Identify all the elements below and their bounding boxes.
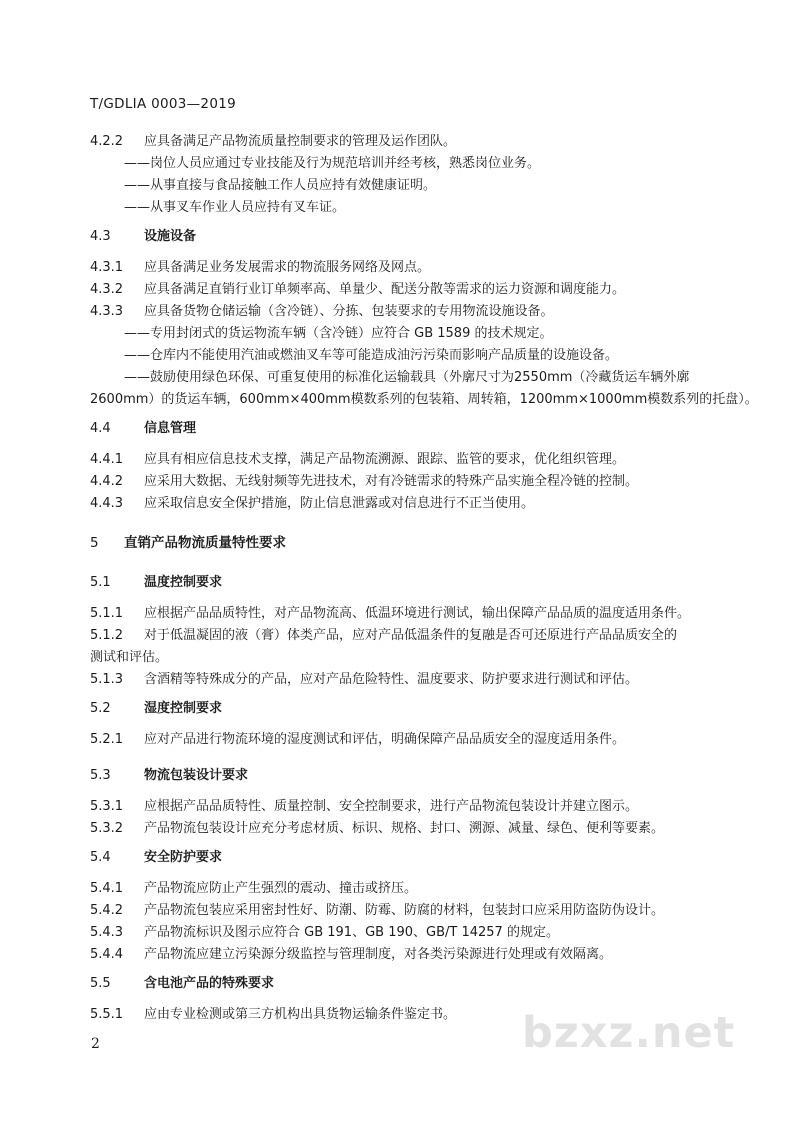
chapter-title: 直销产品物流质量特性要求 <box>124 535 286 551</box>
section-title: 安全防护要求 <box>144 850 223 865</box>
clause-text: 测试和评估。 <box>90 650 169 665</box>
clause-number: 5.4.1 <box>90 881 124 896</box>
clause-number: 5.5.1 <box>90 1007 124 1022</box>
clause-number: 4.3.3 <box>90 304 124 319</box>
clause-text: 含酒精等特殊成分的产品，应对产品危险特性、温度要求、防护要求进行测试和评估。 <box>144 672 639 687</box>
section-heading-4-4 <box>90 420 738 438</box>
section-heading-5-3 <box>90 767 738 785</box>
clause-number: 4.2.2 <box>90 134 124 149</box>
clause-number: 4.4.1 <box>90 452 124 467</box>
list-item <box>90 325 738 343</box>
clause-text: 产品物流包装应采用密封性好、防潮、防霉、防腐的材料，包装封口应采用防盗防伪设计。 <box>144 903 665 918</box>
list-item-text: ——从事直接与食品接触工作人员应持有效健康证明。 <box>124 178 437 193</box>
page-number: 2 <box>91 1036 100 1052</box>
clause-number: 5.2.1 <box>90 732 124 747</box>
clause-number: 4.4.3 <box>90 496 124 511</box>
section-number: 4.3 <box>90 229 111 244</box>
clause-4-3-2 <box>90 281 738 299</box>
clause-text: 对于低温凝固的液（膏）体类产品，应对产品低温条件的复融是否可还原进行产品品质安全的 <box>144 628 678 643</box>
clause-number: 5.1.2 <box>90 628 124 643</box>
section-number: 5.4 <box>90 850 111 865</box>
clause-4-4-3 <box>90 495 738 513</box>
section-title: 温度控制要求 <box>144 575 223 590</box>
clause-text: 应采取信息安全保护措施，防止信息泄露或对信息进行不正当使用。 <box>144 496 535 511</box>
section-heading-5-1 <box>90 574 738 592</box>
clause-text: 应根据产品品质特性，对产品物流高、低温环境进行测试，输出保障产品品质的温度适用条件。 <box>144 606 691 621</box>
watermark: bzxz.net <box>522 1008 736 1058</box>
clause-continuation <box>90 649 738 667</box>
list-item <box>90 347 738 365</box>
clause-4-4-1 <box>90 451 738 469</box>
section-number: 5.3 <box>90 768 111 783</box>
list-item <box>90 177 738 195</box>
clause-4-3-3 <box>90 303 738 321</box>
clause-text: 应对产品进行物流环境的湿度测试和评估，明确保障产品品质安全的湿度适用条件。 <box>144 732 626 747</box>
clause-number: 5.3.1 <box>90 799 124 814</box>
list-item-text: ——鼓励使用绿色环保、可重复使用的标准化运输载具（外廓尺寸为2550mm（冷藏货运车辆外廓 <box>124 370 690 385</box>
clause-5-4-1 <box>90 880 738 898</box>
clause-number: 5.1.3 <box>90 672 124 687</box>
clause-number: 4.3.1 <box>90 260 124 275</box>
clause-number: 4.4.2 <box>90 474 124 489</box>
clause-4-4-2 <box>90 473 738 491</box>
list-item <box>90 199 738 217</box>
section-number: 5.5 <box>90 976 111 991</box>
clause-5-2-1 <box>90 731 738 749</box>
list-item-text: ——从事叉车作业人员应持有叉车证。 <box>124 200 346 215</box>
section-title: 湿度控制要求 <box>144 701 223 716</box>
clause-number: 5.4.2 <box>90 903 124 918</box>
standard-code: T/GDLIA 0003—2019 <box>90 96 236 112</box>
section-number: 5.2 <box>90 701 111 716</box>
clause-text: 产品物流标识及图示应符合 GB 191、GB 190、GB/T 14257 的规定。 <box>144 925 559 940</box>
clause-5-1-1 <box>90 605 738 623</box>
clause-4-2-2 <box>90 133 738 151</box>
clause-number: 5.4.4 <box>90 947 124 962</box>
section-number: 4.4 <box>90 421 111 436</box>
clause-number: 5.3.2 <box>90 821 124 836</box>
clause-5-1-3 <box>90 671 738 689</box>
clause-text: 应根据产品品质特性、质量控制、安全控制要求，进行产品物流包装设计并建立图示。 <box>144 799 639 814</box>
clause-text: 应具有相应信息技术支撑，满足产品物流溯源、跟踪、监管的要求，优化组织管理。 <box>144 452 626 467</box>
section-title: 设施设备 <box>144 229 197 244</box>
list-item-continuation <box>90 391 758 409</box>
list-item <box>90 155 738 173</box>
section-heading-4-3 <box>90 228 738 246</box>
chapter-number: 5 <box>90 535 99 551</box>
section-title: 物流包装设计要求 <box>144 768 249 783</box>
clause-5-4-2 <box>90 902 738 920</box>
section-title: 信息管理 <box>144 421 197 436</box>
clause-text: 应具备满足业务发展需求的物流服务网络及网点。 <box>144 260 431 275</box>
clause-text: 应具备满足直销行业订单频率高、单量少、配送分散等需求的运力资源和调度能力。 <box>144 282 626 297</box>
section-number: 5.1 <box>90 575 111 590</box>
section-heading-5-2 <box>90 700 738 718</box>
clause-number: 4.3.2 <box>90 282 124 297</box>
clause-text: 产品物流应建立污染源分级监控与管理制度，对各类污染源进行处理或有效隔离。 <box>144 947 613 962</box>
list-item <box>90 369 738 387</box>
section-title: 含电池产品的特殊要求 <box>144 976 275 991</box>
clause-number: 5.4.3 <box>90 925 124 940</box>
list-item-text: 2600mm）的货运车辆，600mm×400mm模数系列的包装箱、周转箱，1200mm×1000mm模数系列的托盘）。 <box>90 392 758 407</box>
clause-text: 应具备满足产品物流质量控制要求的管理及运作团队。 <box>144 134 457 149</box>
chapter-heading-5 <box>90 534 738 552</box>
clause-text: 产品物流应防止产生强烈的震动、撞击或挤压。 <box>144 881 418 896</box>
clause-5-3-1 <box>90 798 738 816</box>
clause-5-4-4 <box>90 946 738 964</box>
clause-number: 5.1.1 <box>90 606 124 621</box>
clause-5-3-2 <box>90 820 738 838</box>
list-item-text: ——专用封闭式的货运物流车辆（含冷链）应符合 GB 1589 的技术规定。 <box>124 326 553 341</box>
clause-text: 应采用大数据、无线射频等先进技术，对有冷链需求的特殊产品实施全程冷链的控制。 <box>144 474 639 489</box>
section-heading-5-4 <box>90 849 738 867</box>
list-item-text: ——仓库内不能使用汽油或燃油叉车等可能造成油污污染而影响产品质量的设施设备。 <box>124 348 619 363</box>
clause-4-3-1 <box>90 259 738 277</box>
clause-text: 应具备货物仓储运输（含冷链）、分拣、包装要求的专用物流设施设备。 <box>144 304 554 319</box>
section-heading-5-5 <box>90 975 738 993</box>
clause-5-1-2 <box>90 627 738 645</box>
clause-text: 产品物流包装设计应充分考虑材质、标识、规格、封口、溯源、减量、绿色、便利等要素。 <box>144 821 665 836</box>
clause-5-4-3 <box>90 924 738 942</box>
clause-text: 应由专业检测或第三方机构出具货物运输条件鉴定书。 <box>144 1007 457 1022</box>
list-item-text: ——岗位人员应通过专业技能及行为规范培训并经考核，熟悉岗位业务。 <box>124 156 541 171</box>
